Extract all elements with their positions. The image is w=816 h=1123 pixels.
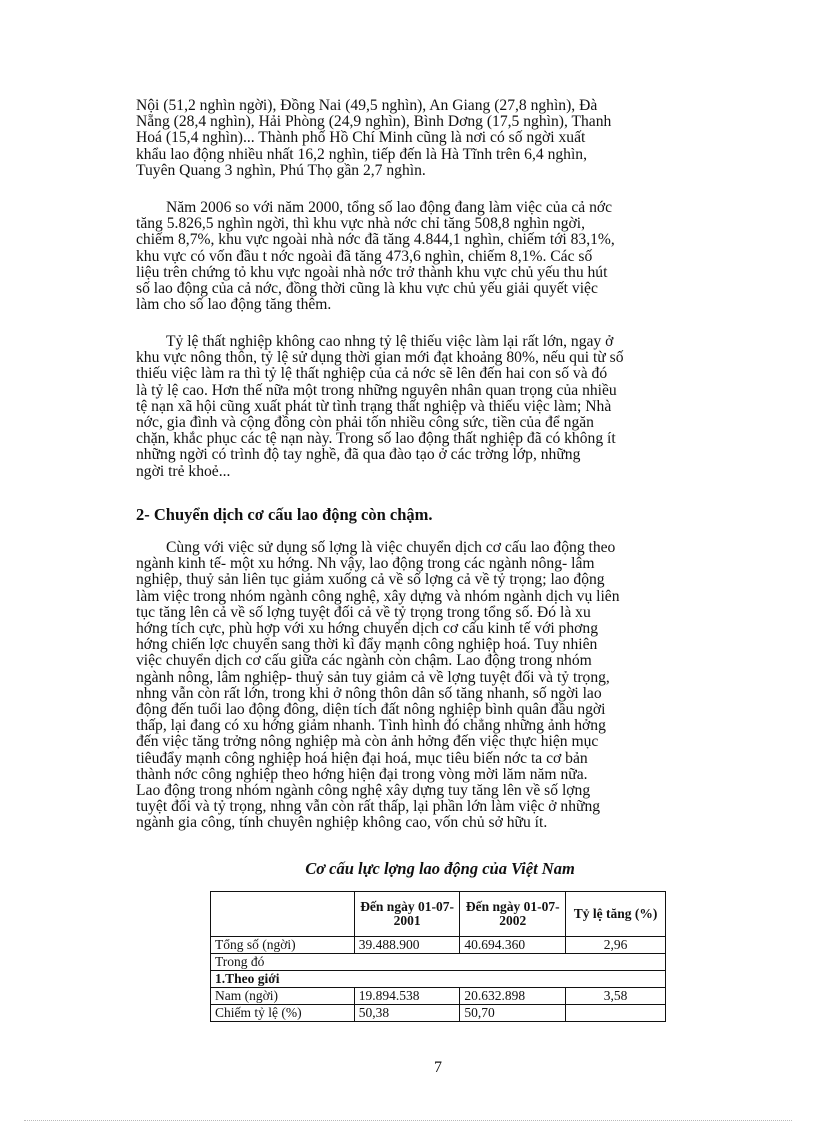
text-line: hớng chiến lợc chuyển sang thời kì đẩy mạnh công nghiệp hoá. Tuy nhiên xyxy=(136,636,598,654)
growth-rate: 3,58 xyxy=(566,988,666,1005)
page-number: 7 xyxy=(434,1059,442,1076)
paragraph-3 xyxy=(136,334,740,480)
table-row xyxy=(211,1005,666,1022)
text-line: Hoá (15,4 nghìn)... Thành phố Hồ Chí Minh cũng là nơi có số ngời xuất xyxy=(136,129,586,147)
row-label: Trong đó xyxy=(211,954,666,971)
paragraph-1 xyxy=(136,98,740,179)
text-line: tệ nạn xã hội cũng xuất phát từ tình trạng thất nghiệp và thiếu việc làm; Nhà xyxy=(136,397,612,415)
text-line: Tỷ lệ thất nghiệp không cao nhng tỷ lệ thiếu việc làm lại rất lớn, ngay ở xyxy=(166,333,614,350)
value-2001: 19.894.538 xyxy=(354,988,460,1005)
text-line: chiếm 8,7%, khu vực ngoài nhà nớc đã tăng 4.844,1 nghìn, chiếm tới 83,1%, xyxy=(136,231,615,249)
text-line: nhng vẫn còn rất lớn, trong khi ở nông thôn dân số tăng nhanh, số ngời lao xyxy=(136,684,602,702)
text-line: ngành nông, lâm nghiệp- thuỷ sản tuy giảm cả về lợng tuyệt đối và tỷ trọng, xyxy=(136,668,610,686)
value-2002: 20.632.898 xyxy=(460,988,566,1005)
growth-rate: 2,96 xyxy=(566,937,666,954)
text-line: khu vực nông thôn, tỷ lệ sử dụng thời gian mới đạt khoảng 80%, nếu qui từ số xyxy=(136,349,624,367)
header-cell: Đến ngày 01-07-2002 xyxy=(460,892,566,937)
table-header-row xyxy=(211,892,666,937)
text-line: ngành kinh tế- một xu hớng. Nh vậy, lao động trong các ngành nông- lâm xyxy=(136,555,595,573)
growth-rate xyxy=(566,1005,666,1022)
text-line: đến việc tăng trởng nông nghiệp mà còn ảnh hởng đến việc thực hiện mục xyxy=(136,733,599,751)
text-line: làm việc trong nhóm ngành công nghệ, xây dựng và nhóm ngành dịch vụ liên xyxy=(136,587,620,605)
header-cell: Đến ngày 01-07-2001 xyxy=(354,892,460,937)
table-row xyxy=(211,988,666,1005)
text-line: ngành gia công, tính chuyên nghiệp không cao, vốn chủ sở hữu ít. xyxy=(136,814,548,832)
text-line: khu vực có vốn đầu t nớc ngoài đã tăng 473,6 nghìn, chiếm 8,1%. Các số xyxy=(136,247,593,265)
page-bottom-dotted-line xyxy=(24,1120,792,1121)
paragraph-2 xyxy=(136,200,740,313)
text-line: liệu trên chứng tỏ khu vực ngoài nhà nớc trở thành khu vực chủ yếu thu hút xyxy=(136,263,608,281)
value-2002: 50,70 xyxy=(460,1005,566,1022)
value-2002: 40.694.360 xyxy=(460,937,566,954)
table-row xyxy=(211,954,666,971)
row-label: Tổng số (ngời) xyxy=(211,937,355,954)
text-line: chặn, khắc phục các tệ nạn này. Trong số lao động thất nghiệp đã có không ít xyxy=(136,430,616,448)
text-line: nghiệp, thuỷ sản liên tục giảm xuống cả về số lợng cả về tỷ trọng; lao động xyxy=(136,571,605,589)
text-line: hớng tích cực, phù hợp với xu hớng chuyển dịch cơ cấu kinh tế với phơng xyxy=(136,620,598,638)
header-cell xyxy=(211,892,355,937)
text-line: nớc, gia đình và cộng đồng còn phải tốn nhiều công sức, tiền của để ngăn xyxy=(136,414,594,432)
text-line: Năm 2006 so với năm 2000, tổng số lao động đang làm việc của cả nớc xyxy=(166,199,613,216)
text-line: những ngời có trình độ tay nghề, đã qua đào tạo ở các trờng lớp, những xyxy=(136,446,581,464)
text-line: tiêuđẩy mạnh công nghiệp hoá hiện đại hoá, mục tiêu biến nớc ta cơ bản xyxy=(136,749,588,767)
text-line: khẩu lao động nhiều nhất 16,2 nghìn, tiếp đến là Hà Tĩnh trên 6,4 nghìn, xyxy=(136,145,587,163)
paragraph-4 xyxy=(136,540,740,832)
text-line: động đến tuổi lao động đông, diện tích đất nông nghiệp bình quân đầu ngời xyxy=(136,701,606,719)
table-caption: Cơ cấu lực lợng lao động của Việt Nam xyxy=(305,859,575,878)
table-row xyxy=(211,971,666,988)
table-row xyxy=(211,937,666,954)
row-label: Chiếm tỷ lệ (%) xyxy=(211,1005,355,1022)
row-label: 1.Theo giới xyxy=(211,971,666,988)
value-2001: 39.488.900 xyxy=(354,937,460,954)
text-line: việc chuyển dịch cơ cấu giữa các ngành còn chậm. Lao động trong nhóm xyxy=(136,652,592,670)
labor-structure-table xyxy=(210,891,666,1022)
text-line: Lao động trong nhóm ngành công nghệ xây dựng tuy tăng lên về số lợng xyxy=(136,782,591,800)
text-line: ngời trẻ khoẻ... xyxy=(136,462,231,480)
text-line: thành nớc công nghiệp theo hớng hiện đại trong vòng mời lăm năm nữa. xyxy=(136,765,588,783)
text-line: là tỷ lệ cao. Hơn thế nữa một trong những nguyên nhân quan trọng của nhiều xyxy=(136,381,617,399)
text-line: Nẵng (28,4 nghìn), Hải Phòng (24,9 nghìn), Bình Dơng (17,5 nghìn), Thanh xyxy=(136,113,612,131)
text-line: số lao động của cả nớc, đồng thời cũng là khu vực chủ yếu giải quyết việc xyxy=(136,280,598,298)
text-line: tăng 5.826,5 nghìn ngời, thì khu vực nhà nớc chỉ tăng 508,8 nghìn ngời, xyxy=(136,215,585,233)
text-line: thiếu việc làm ra thì tỷ lệ thất nghiệp của cả nớc sẽ lên đến hai con số và đó xyxy=(136,365,608,383)
text-line: Cùng với việc sử dụng số lợng là việc chuyển dịch cơ cấu lao động theo xyxy=(166,539,616,556)
section-heading: 2- Chuyển dịch cơ cấu lao động còn chậm. xyxy=(136,505,433,524)
text-line: Tuyên Quang 3 nghìn, Phú Thọ gần 2,7 nghìn. xyxy=(136,161,426,179)
text-line: tuyệt đối và tỷ trọng, nhng vẫn còn rất thấp, lại phần lớn làm việc ở những xyxy=(136,798,601,816)
text-line: thấp, lại đang có xu hớng giảm nhanh. Tình hình đó chẳng những ảnh hởng xyxy=(136,717,606,735)
text-line: Nội (51,2 nghìn ngời), Đồng Nai (49,5 nghìn), An Giang (27,8 nghìn), Đà xyxy=(136,97,598,114)
text-line: tục tăng lên cả về số lợng tuyệt đối cả về tỷ trọng trong tổng số. Đó là xu xyxy=(136,603,591,621)
row-label: Nam (ngời) xyxy=(211,988,355,1005)
value-2001: 50,38 xyxy=(354,1005,460,1022)
text-line: làm cho số lao động tăng thêm. xyxy=(136,296,332,314)
header-cell: Tỷ lệ tăng (%) xyxy=(566,892,666,937)
